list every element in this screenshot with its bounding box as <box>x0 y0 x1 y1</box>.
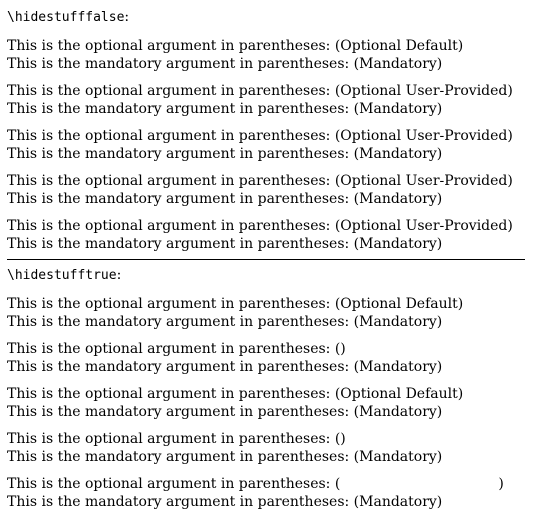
optional-line: This is the optional argument in parentheses: (Optional User-Provided) <box>7 173 513 189</box>
optional-prefix: This is the optional argument in parentheses: ( <box>7 476 341 492</box>
mandatory-line: This is the mandatory argument in parentheses: (Mandatory) <box>7 404 443 420</box>
mandatory-line: This is the mandatory argument in parentheses: (Mandatory) <box>7 494 443 510</box>
optional-line: This is the optional argument in parentheses: (Optional User-Provided) <box>7 83 513 99</box>
heading-colon: : <box>124 9 130 25</box>
command-name: \hidestufffalse <box>7 10 125 25</box>
optional-line: This is the optional argument in parentheses: (Optional Default) <box>7 38 464 54</box>
mandatory-line: This is the mandatory argument in parentheses: (Mandatory) <box>7 449 443 465</box>
optional-line: This is the optional argument in parentheses: (Optional Default) <box>7 386 464 402</box>
optional-suffix: ) <box>498 476 504 492</box>
mandatory-line: This is the mandatory argument in parentheses: (Mandatory) <box>7 314 443 330</box>
mandatory-line: This is the mandatory argument in parentheses: (Mandatory) <box>7 359 443 375</box>
command-name: \hidestufftrue <box>7 268 117 283</box>
mandatory-line: This is the mandatory argument in parentheses: (Mandatory) <box>7 56 443 72</box>
mandatory-line: This is the mandatory argument in parentheses: (Mandatory) <box>7 191 443 207</box>
section-heading-hidestufftrue <box>7 267 121 284</box>
horizontal-rule <box>7 259 525 260</box>
mandatory-line: This is the mandatory argument in parentheses: (Mandatory) <box>7 146 443 162</box>
optional-line: This is the optional argument in parentheses: (Optional User-Provided) <box>7 218 513 234</box>
optional-line: This is the optional argument in parentheses: (Optional User-Provided) <box>7 128 513 144</box>
mandatory-line: This is the mandatory argument in parentheses: (Mandatory) <box>7 236 443 252</box>
section-heading-hidestufffalse <box>7 9 129 26</box>
heading-colon: : <box>116 267 122 283</box>
optional-line: This is the optional argument in parentheses: () <box>7 341 346 357</box>
optional-line <box>7 476 504 492</box>
mandatory-line: This is the mandatory argument in parentheses: (Mandatory) <box>7 101 443 117</box>
optional-line: This is the optional argument in parentheses: (Optional Default) <box>7 296 464 312</box>
optional-line: This is the optional argument in parentheses: () <box>7 431 346 447</box>
